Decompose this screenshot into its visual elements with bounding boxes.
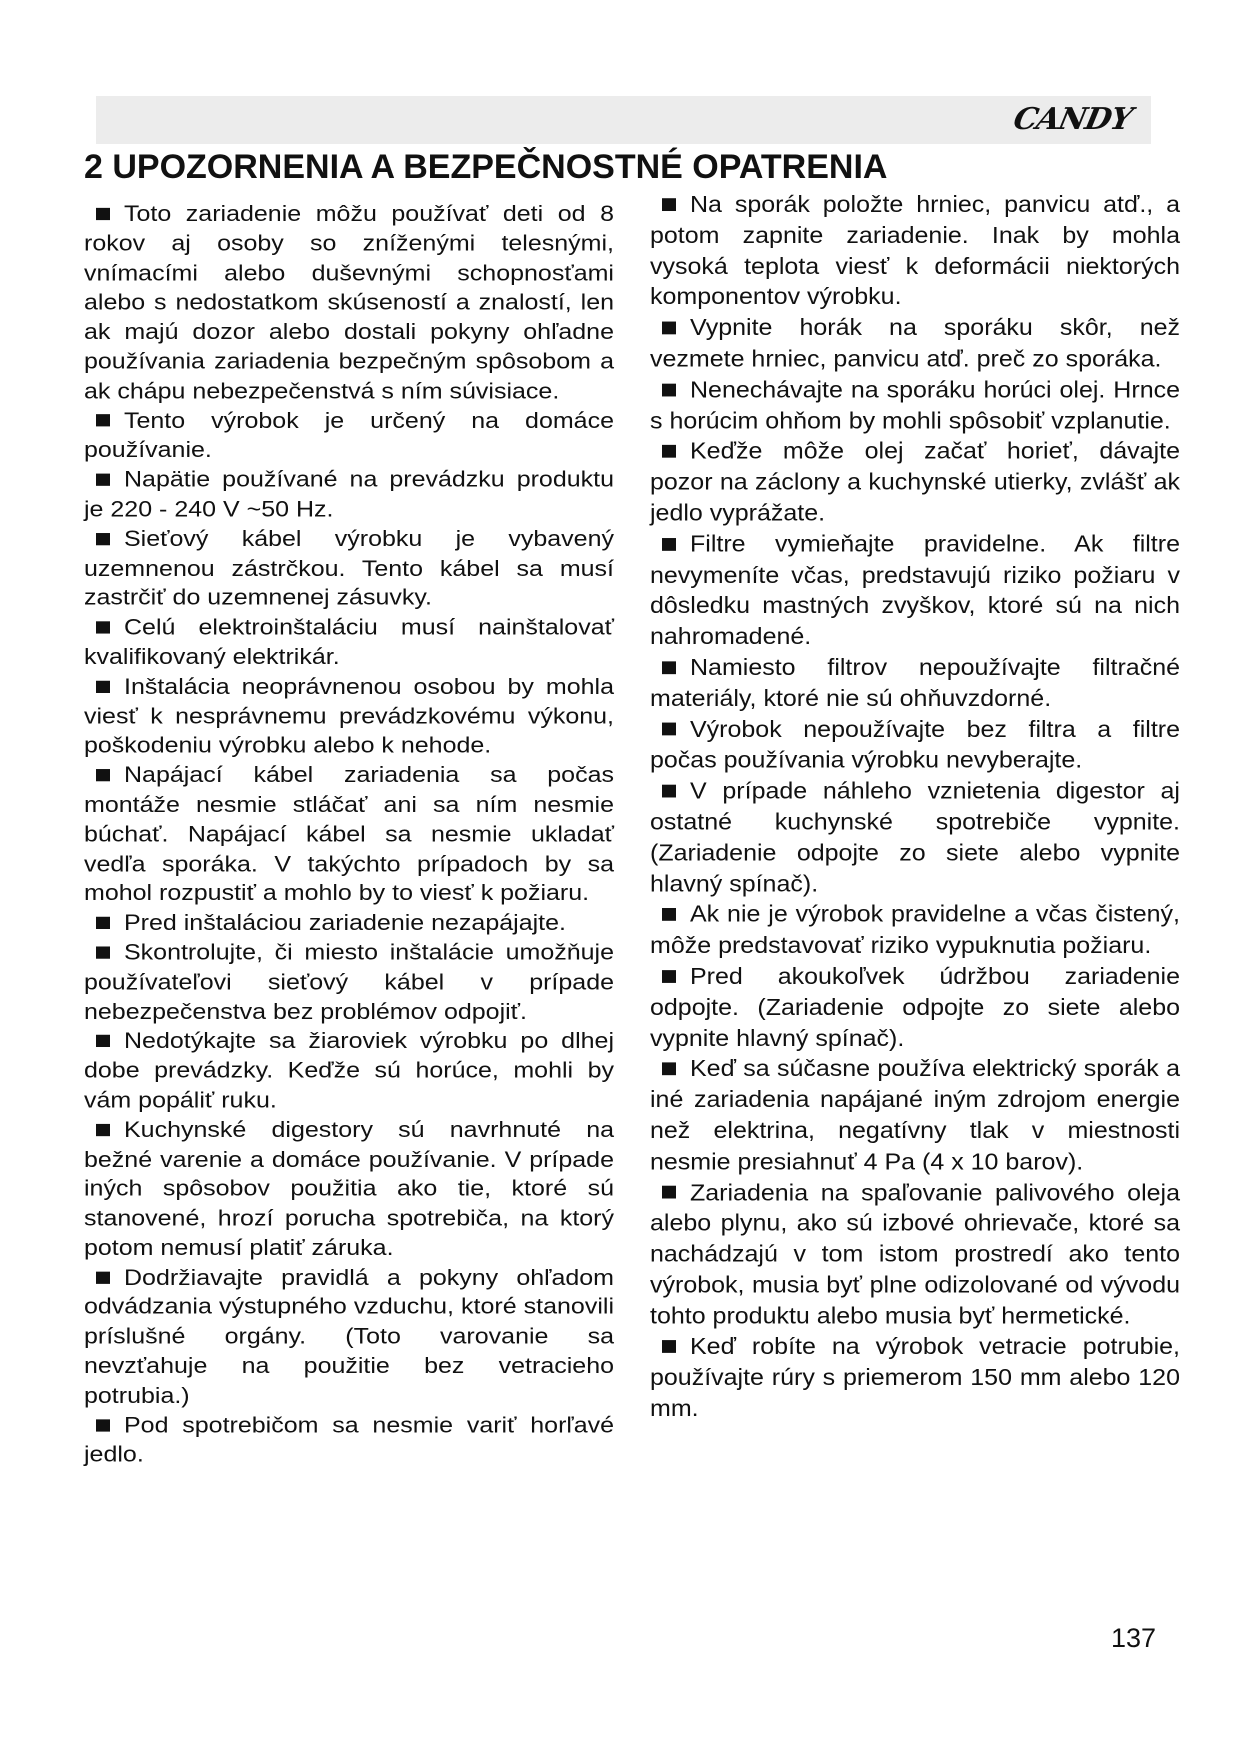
bullet-icon: [96, 680, 110, 692]
bullet-icon: [662, 908, 676, 921]
warning-item: Keď sa súčasne používa elektrický sporák a iné zariadenia napájané iným zdrojom energie než elektrina, negatívny tlak v miestnosti nesmie presiahnuť 4 Pa (4 x 10 barov).: [650, 1056, 1180, 1175]
warning-item: Nenechávajte na sporáku horúci olej. Hrnce s horúcim ohňom by mohli spôsobiť vzplanutie.: [650, 377, 1180, 434]
warning-item: Dodržiavajte pravidlá a pokyny ohľadom odvádzania výstupného vzduchu, ktoré stanovili príslušné orgány. (Toto varovanie sa nevzťahuje na použitie bez vetracieho potrubia.): [84, 1265, 614, 1408]
bullet-icon: [96, 1124, 110, 1136]
bullet-icon: [662, 723, 676, 736]
page-number: 137: [1110, 1623, 1156, 1653]
bullet-icon: [96, 917, 110, 929]
warning-item: Pod spotrebičom sa nesmie variť horľavé jedlo.: [84, 1412, 614, 1467]
warning-item: V prípade náhleho vznietenia digestor aj ostatné kuchynské spotrebiče vypnite. (Zariadenie odpojte zo siete alebo vypnite hlavný spínač).: [650, 778, 1180, 897]
header-bar: [96, 96, 1151, 144]
bullet-icon: [96, 946, 110, 958]
bullet-icon: [96, 208, 110, 220]
bullet-icon: [662, 383, 676, 396]
warning-item: Celú elektroinštaláciu musí nainštalovať kvalifikovaný elektrikár.: [84, 615, 614, 670]
warning-item: Ak nie je výrobok pravidelne a včas čistený, môže predstavovať riziko vypuknutia požiaru.: [650, 901, 1180, 959]
warning-item: Pred akoukoľvek údržbou zariadenie odpojte. (Zariadenie odpojte zo siete alebo vypnite hlavný spínač).: [650, 963, 1180, 1051]
warning-item: Sieťový kábel výrobku je vybavený uzemnenou zástrčkou. Tento kábel sa musí zastrčiť do uzemnenej zásuvky.: [84, 526, 614, 611]
warning-item: Napájací kábel zariadenia sa počas montáže nesmie stláčať ani sa ním nesmie búchať. Napájací kábel sa nesmie ukladať vedľa sporáka. V takýchto prípadoch by sa mohol rozpustiť a mohlo by to viesť k požiaru.: [84, 763, 614, 906]
bullet-icon: [96, 1035, 110, 1047]
warning-item: Vypnite horák na sporáku skôr, než vezmete hrniec, panvicu atď. preč zo sporáka.: [650, 315, 1180, 372]
warning-item: Napätie používané na prevádzku produktu je 220 - 240 V ~50 Hz.: [84, 467, 614, 522]
warning-item: Keďže môže olej začať horieť, dávajte pozor na záclony a kuchynské utierky, zvlášť ak jedlo vyprážate.: [650, 438, 1180, 527]
warning-item: Toto zariadenie môžu používať deti od 8 rokov aj osoby so zníženými telesnými, vnímacími alebo duševnými schopnosťami alebo s nedostatkom skúseností a znalostí, len ak majú dozor alebo dostali pokyny ohľadne používania zariadenia bezpečným spôsobom a ak chápu nebezpečenstvá s ním súvisiace.: [84, 201, 614, 404]
bullet-icon: [662, 322, 676, 335]
warning-item: Výrobok nepoužívajte bez filtra a filtre počas používania výrobku nevyberajte.: [650, 716, 1180, 774]
bullet-icon: [662, 970, 676, 983]
bullet-icon: [662, 1063, 676, 1076]
warning-item: Filtre vymieňajte pravidelne. Ak filtre nevymeníte včas, predstavujú riziko požiaru v dôsledku mastných zvyškov, ktoré sú na nich nahromadené.: [650, 531, 1180, 650]
warning-item: Inštalácia neoprávnenou osobou by mohla viesť k nesprávnemu prevádzkovému výkonu, poškodeniu výrobku alebo k nehode.: [84, 674, 614, 758]
bullet-icon: [662, 661, 676, 674]
bullet-icon: [96, 415, 110, 427]
bullet-icon: [96, 769, 110, 781]
bullet-icon: [662, 198, 676, 211]
warning-item: Na sporák položte hrniec, panvicu atď., a potom zapnite zariadenie. Inak by mohla vysoká teplota viesť k deformácii niektorých komponentov výrobku.: [650, 191, 1180, 311]
warning-item: Namiesto filtrov nepoužívajte filtračné materiály, ktoré nie sú ohňuvzdorné.: [650, 654, 1180, 712]
bullet-icon: [96, 1419, 110, 1431]
warning-item: Kuchynské digestory sú navrhnuté na bežné varenie a domáce používanie. V prípade iných spôsobov použitia ako tie, ktoré sú stanovené, hrozí porucha spotrebiča, na ktorý potom nemusí platiť záruka.: [84, 1117, 614, 1261]
bullet-icon: [662, 1340, 676, 1353]
bullet-icon: [96, 533, 110, 545]
warning-item: Tento výrobok je určený na domáce používanie.: [84, 408, 614, 463]
brand-logo: CANDY: [1010, 102, 1135, 137]
bullet-icon: [96, 1271, 110, 1283]
bullet-icon: [662, 785, 676, 798]
bullet-icon: [96, 621, 110, 633]
bullet-icon: [662, 1186, 676, 1199]
bullet-icon: [662, 538, 676, 551]
warning-item: Nedotýkajte sa žiaroviek výrobku po dlhej dobe prevádzky. Keďže sú horúce, mohli by vám popáliť ruku.: [84, 1028, 614, 1113]
warning-item: Zariadenia na spaľovanie palivového oleja alebo plynu, ako sú izbové ohrievače, ktoré sa nachádzajú v tom istom prostredí ako tento výrobok, musia byť plne odizolované od vývodu tohto produktu alebo musia byť hermetické.: [650, 1179, 1180, 1329]
warning-item: Keď robíte na výrobok vetracie potrubie, používajte rúry s priemerom 150 mm alebo 120 mm.: [650, 1334, 1180, 1422]
left-column: [84, 200, 614, 1470]
page-title: 2 UPOZORNENIA A BEZPEČNOSTNÉ OPATRENIA: [84, 148, 888, 186]
warning-item: Skontrolujte, či miesto inštalácie umožňuje používateľovi sieťový kábel v prípade nebezpečenstva bez problémov odpojiť.: [84, 940, 614, 1024]
warning-item: Pred inštaláciou zariadenie nezapájajte.: [84, 909, 614, 939]
right-column: [650, 190, 1180, 1425]
bullet-icon: [96, 474, 110, 486]
bullet-icon: [662, 445, 676, 458]
